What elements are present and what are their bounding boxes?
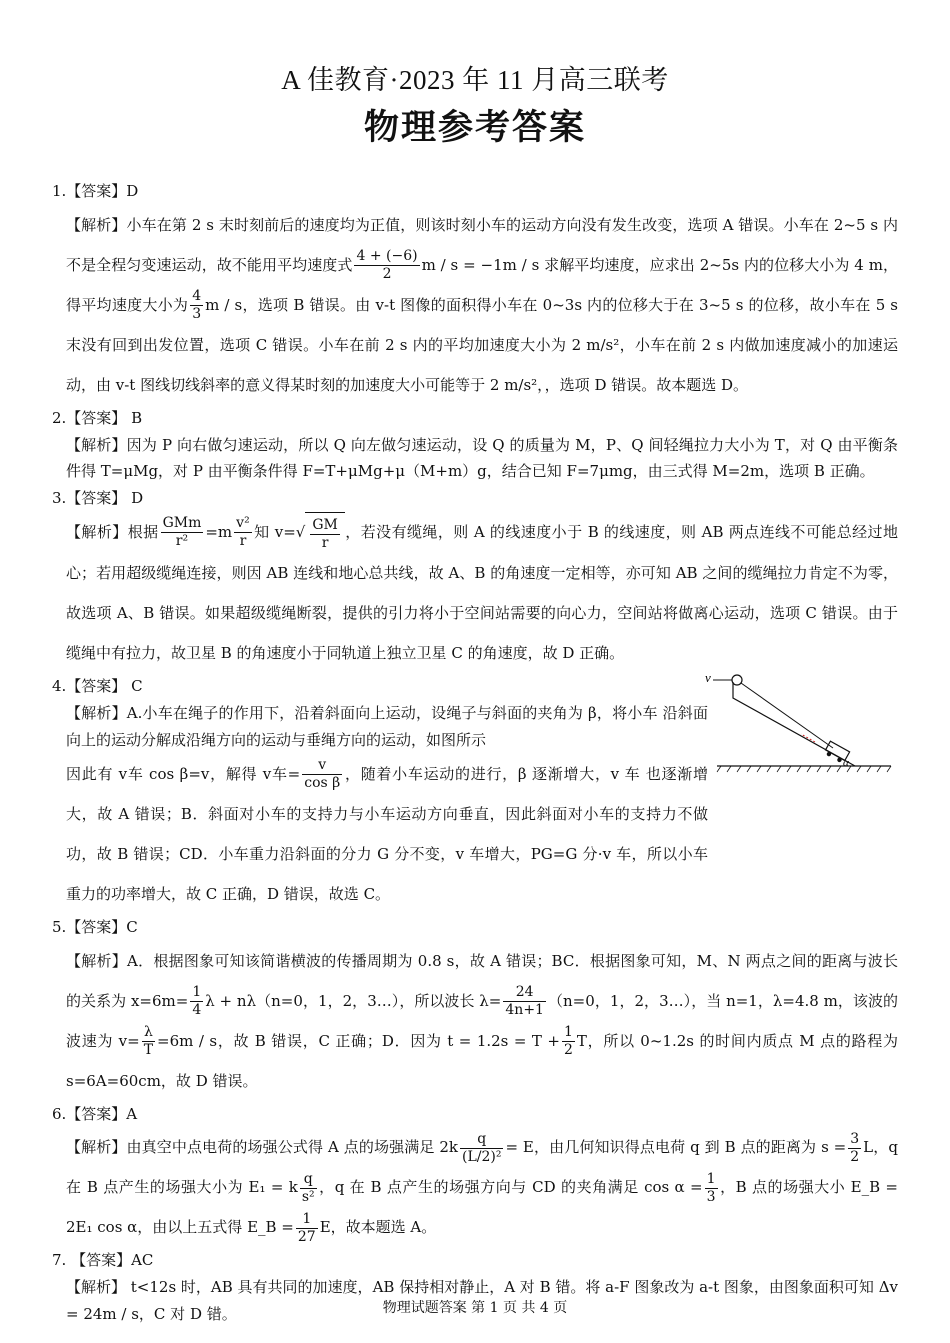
denominator: 4n+1 [505, 1002, 544, 1019]
incline-diagram [705, 668, 895, 774]
numerator: 1 [706, 1170, 716, 1187]
fraction [161, 515, 204, 550]
explanation: 【解析】根据 $\frac{\text{GMm}}{\text{r²}}$ =m $\frac{\text{v²}}{r}$ 知 v=√ $\frac{GM}{r}$ ，若没有缆绳，则 A 的线速度小于 B 的线速度，则 AB 两点连线不可能总经过地心；若用超级缆绳连接，则因 AB 连线和地心总共线，故 A、B 的角速度一定相等，亦可知 AB 之间的缆绳拉力肯定不为零，故选项 A、B 错误。如果超级缆绳断裂，提供的引力将小于空间站需要的向心力，空间站将做离心运动，选项 C 错误。由于缆绳中有拉力，故卫星 B 的角速度小于同轨道上独立卫星 C 的角速度，故 D 正确。 [66, 512, 898, 674]
fraction [310, 517, 340, 552]
fraction [503, 984, 546, 1019]
denominator: 4 [192, 1002, 202, 1019]
text: ，q 在 B 点产生的场强方向与 CD 的夹角满足 cos α = [318, 1178, 703, 1197]
numerator: v [302, 757, 342, 775]
denominator: 2 [382, 266, 392, 283]
velocity-label: v [705, 670, 711, 685]
question-1 [52, 178, 898, 405]
text: L，q 在 B 点产生的场强大小为 E₁ = k [66, 1138, 898, 1197]
incline [733, 682, 855, 766]
text: =m [205, 522, 233, 541]
question-5 [52, 914, 898, 1101]
numerator: λ [142, 1024, 155, 1042]
answer-line: 2.【答案】 B [52, 408, 143, 427]
denominator: r [239, 533, 247, 550]
denominator: r² [175, 533, 189, 550]
velocity-component [801, 734, 815, 742]
answer-line: 7. 【答案】AC [52, 1251, 154, 1270]
explanation [66, 1127, 898, 1247]
denominator: 2 [850, 1148, 860, 1165]
fraction [142, 1024, 155, 1059]
fraction [562, 1024, 575, 1059]
square-root [305, 512, 345, 553]
numerator: v² [236, 515, 250, 532]
text: ，随着小车运动的进行，β 逐渐增大，v 车 也逐渐增大，故 A 错误；B．斜面对小车的支持力与小车运动方向垂直，因此斜面对小车的支持力不做功，故 B 错误；CD．小车重力沿斜面的分力 G 分不变，v 车增大，PG=G 分·v 车，所以小车重力的功率增大，故 C 正确，D 错误，故选 C。 [66, 764, 709, 903]
text: ，若没有缆绳，则 A 的线速度小于 B 的线速度，则 AB 两点连线不可能总经过地心；若用超级缆绳连接，则因 AB 连线和地心总共线，故 A、B 的角速度一定相等，亦可知 AB 之间的缆绳拉力肯定不为零，故选项 A、B 错误。如果超级缆绳断裂，提供的引力将小于空间站需要的向心力，空间站将做离心运动，选项 C 错误。由于缆绳中有拉力，故卫星 B 的角速度小于同轨道上独立卫星 C 的角速度，故 D 正确。 [66, 522, 898, 663]
text: m / s，选项 B 错误。由 v-t 图像的面积得小车在 0~3s 内的位移大于在 3~5 s 的位移，故小车在 5 s 末没有回到出发位置，选项 C 错误。小车在前 2 s 内的平均加速度大小为 2 m/s²，小车在前 2 s 内做加速度减小的加速运动，由 v-t 图线切线斜率的意义得某时刻的加速度大小可能等于 2 m/s²，，选项 D 错误。故本题选 D。 [66, 295, 898, 394]
text: 知 v= [253, 522, 296, 541]
text: E，故本题选 A。 [319, 1218, 437, 1237]
numerator: 4 [192, 288, 202, 305]
numerator: 3 [850, 1130, 860, 1147]
numerator: 4 + (−6) [356, 248, 418, 265]
text: 【解析】A.小车在绳子的作用下，沿着斜面向上运动，设绳子与斜面的夹角为 β，将小车 沿斜面向上的运动分解成沿绳方向的运动与垂绳方向的运动，如图所示 [66, 704, 708, 750]
question-6 [52, 1101, 898, 1248]
text: 【解析】根据 [66, 522, 159, 541]
text: ，B 点的场强大小 E_B = 2E₁ cos α，由以上五式得 E_B = [66, 1178, 898, 1237]
answer-key-title: 物理参考答案 [363, 108, 586, 148]
answer-line: 6.【答案】A [52, 1104, 138, 1123]
rope [741, 683, 833, 748]
explanation [66, 941, 898, 1101]
denominator: 27 [297, 1228, 316, 1245]
text: =6m / s，故 B 错误，C 正确；D．因为 t = 1.2s = T + [157, 1031, 560, 1050]
numerator: 1 [192, 984, 202, 1001]
ground-hatching [717, 766, 891, 772]
question-3 [52, 485, 898, 673]
denominator: (L/2)² [462, 1148, 502, 1165]
numerator: q [300, 1171, 317, 1189]
pulley [732, 675, 742, 685]
text: （n=0，1，2，3…），当 n=1，λ=4.8 m，该波的波速为 v= [66, 991, 899, 1050]
answer-line: 5.【答案】C [52, 917, 138, 936]
denominator: r [321, 534, 329, 551]
fraction [190, 288, 203, 323]
question-2 [52, 405, 898, 485]
answer-line: 4.【答案】 C [52, 677, 143, 696]
answer-line: 1.【答案】D [52, 182, 139, 200]
text: 【解析】A．根据图象可知该简谐横波的传播周期为 0.8 s，故 A 错误；BC．根据图象可知，M、N 两点之间的距离与波长的关系为 x=6m= [66, 951, 898, 1010]
explanation [66, 205, 898, 405]
denominator: 2 [564, 1042, 573, 1059]
denominator: s² [301, 1188, 315, 1205]
numerator: GMm [162, 515, 202, 532]
text: 因此有 v车 cos β=v，解得 v车= [66, 764, 301, 783]
fraction [190, 984, 203, 1019]
text [66, 754, 898, 914]
angle-label: α [843, 757, 849, 769]
denominator: 3 [706, 1188, 716, 1205]
numerator: 24 [503, 984, 546, 1002]
numerator: 1 [296, 1211, 318, 1229]
text: 【解析】由真空中点电荷的场强公式得 A 点的场强满足 2k [66, 1138, 458, 1157]
denominator: cos β [304, 775, 341, 792]
answer-line: 3.【答案】 D [52, 489, 144, 508]
fraction [300, 1171, 317, 1206]
text: λ + nλ（n=0，1，2，3…），所以波长 λ= [205, 991, 502, 1010]
fraction [848, 1131, 861, 1166]
denominator: 3 [192, 306, 202, 323]
denominator: T [143, 1042, 154, 1059]
fraction [234, 515, 252, 550]
text: T，所以 0~1.2s 的时间内质点 M 点的路程为 s=6A=60cm，故 D 错误。 [66, 1031, 899, 1090]
numerator: 1 [564, 1024, 573, 1041]
fraction [460, 1131, 503, 1166]
numerator: GM [312, 516, 338, 533]
text: = E，由几何知识得点电荷 q 到 B 点的距离为 s = [505, 1138, 847, 1157]
fraction [296, 1211, 318, 1246]
page-footer: 物理试题答案 第 1 页 共 4 页 [382, 1300, 568, 1316]
fraction [705, 1171, 718, 1206]
numerator: q [460, 1131, 503, 1149]
text: 【解析】小车在第 2 s 末时刻前后的速度均为正值，则该时刻小车的运动方向没有发生改变，选项 A 错误。小车在 2~5 s 内不是全程匀变速运动，故不能用平均速度式 [66, 215, 898, 274]
fraction [302, 757, 342, 792]
exam-title: A 佳教育·2023 年 11 月高三联考 [281, 65, 669, 95]
explanation: 【解析】 t<12s 时，AB 具有共同的加速度，AB 保持相对静止，A 对 B 错。将 a-F 图象改为 a-t 图象，由图象面积可知 Δv = 24m / s，C 对 D 错。 [66, 1278, 898, 1324]
fraction [354, 248, 419, 283]
text: m / s = −1m / s 求解平均速度，应求出 2~5s 内的位移大小为 4 m，得平均速度大小为 [66, 255, 898, 314]
explanation: 【解析】因为 P 向右做匀速运动，所以 Q 向左做匀速运动，设 Q 的质量为 M，P、Q 间轻绳拉力大小为 T，对 Q 由平衡条件得 T=μMg，对 P 由平衡条件得 F=T+μMg+μ（M+m）g，结合已知 F=7μmg，由三式得 M=2m，选项 B 正确。 [66, 435, 898, 481]
